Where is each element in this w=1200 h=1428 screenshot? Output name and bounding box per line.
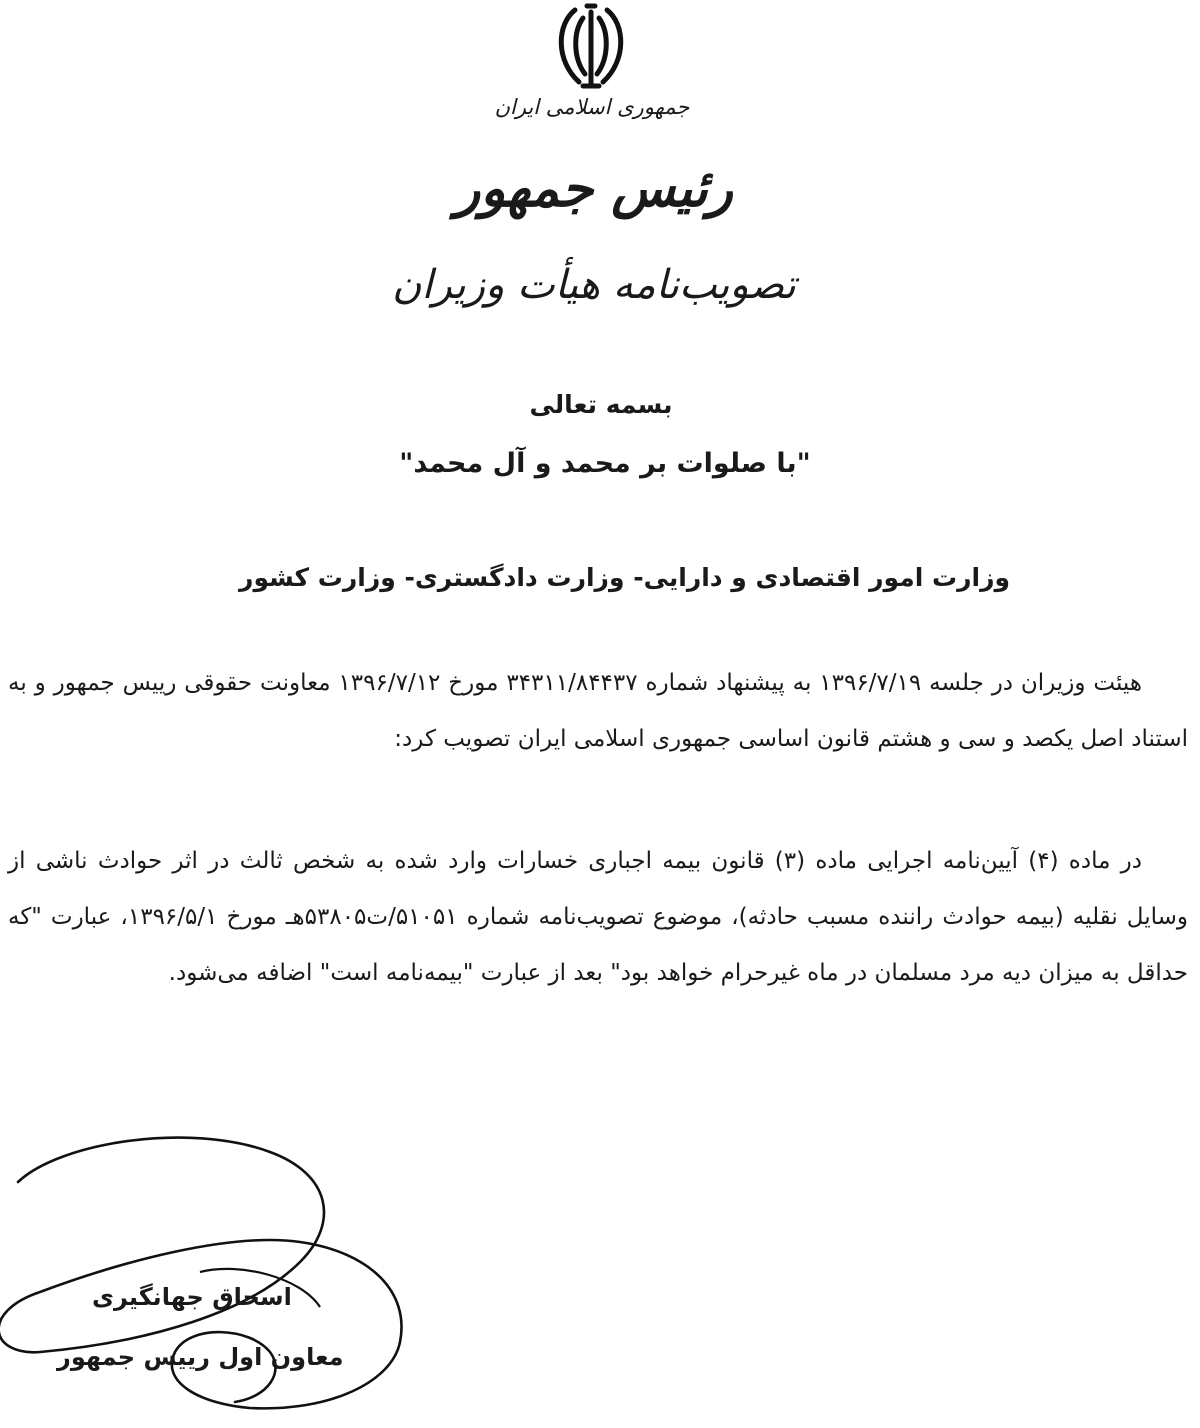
addressees: وزارت امور اقتصادی و دارایی- وزارت دادگستری- وزارت کشور — [239, 563, 1010, 592]
body-paragraph-2: در ماده (۴) آیین‌نامه اجرایی ماده (۳) قانون بیمه اجباری خسارات وارد شده به شخص ثالث در اثر حوادث ناشی از وسایل نقلیه (بیمه حوادث راننده مسبب حادثه)، موضوع تصویب‌نامه شماره ۵۱۰۵۱/ت۵۳۸۰۵هـ مورخ ۱۳۹۶/۵/۱، عبارت "که حداقل به میزان دیه مرد مسلمان در ماه غیرحرام خواهد بود" بعد از عبارت "بیمه‌نامه است" اضافه می‌شود. — [8, 848, 1188, 986]
letterhead-document-type: تصویب‌نامه هیأت وزیران — [392, 262, 796, 308]
letterhead-office: رئیس جمهور — [455, 158, 733, 219]
salawat-line: "با صلوات بر محمد و آل محمد" — [399, 448, 811, 479]
body-paragraph-1: هیئت وزیران در جلسه ۱۳۹۶/۷/۱۹ به پیشنهاد شماره ۳۴۳۱۱/۸۴۴۳۷ مورخ ۱۳۹۶/۷/۱۲ معاونت حقوقی رییس جمهور و به استناد اصل یکصد و سی و هشتم قانون اساسی جمهوری اسلامی ایران تصویب کرد: — [8, 670, 1188, 752]
signature-scribble — [0, 1112, 420, 1428]
letterhead — [0, 0, 1200, 330]
letterhead-country: جمهوری اسلامی ایران — [494, 95, 690, 119]
signatory-name: اسحاق جهانگیری — [92, 1283, 292, 1311]
invocation: بسمه تعالی — [529, 390, 673, 419]
signatory-title: معاون اول رییس جمهور — [57, 1343, 344, 1371]
iran-emblem-icon — [545, 2, 637, 90]
